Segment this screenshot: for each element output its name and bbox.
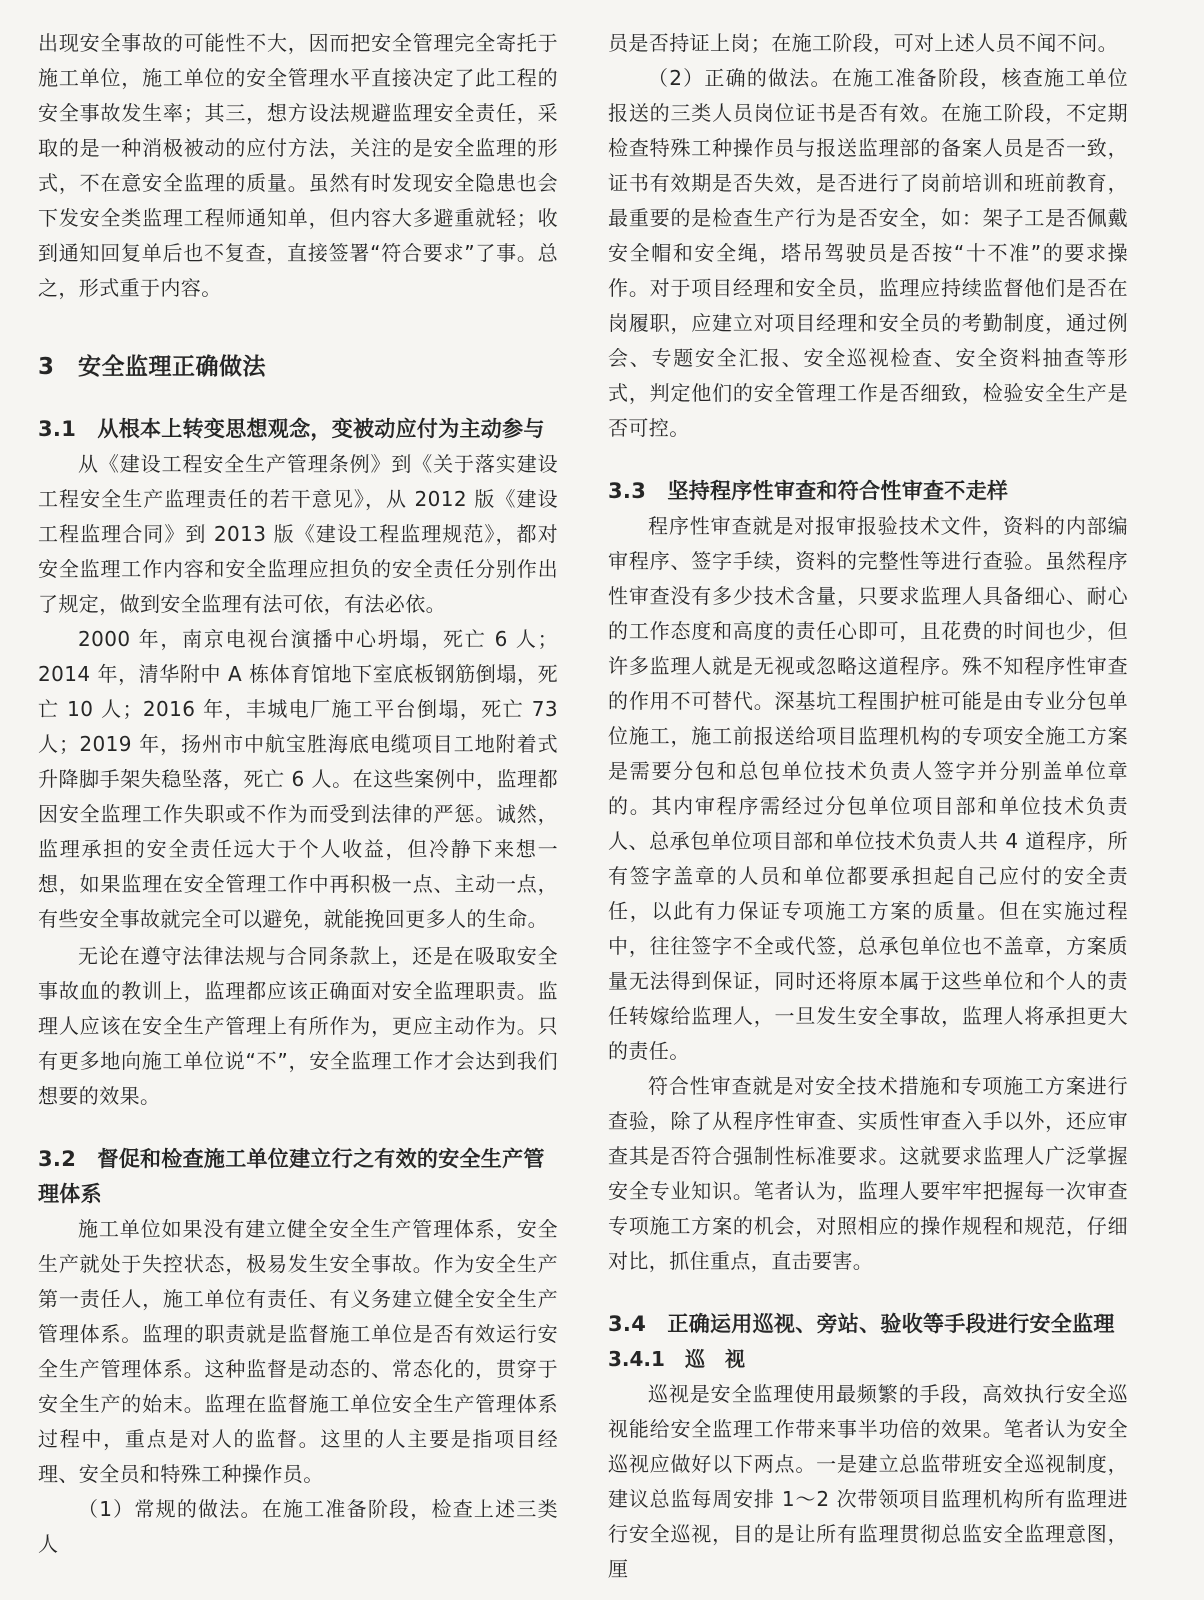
subsection-heading-3-1: 3.1 从根本上转变思想观念，变被动应付为主动参与 — [38, 417, 545, 441]
paragraph: 程序性审查就是对报审报验技术文件，资料的内部编审程序、签字手续，资料的完整性等进行查验。虽然程序性审查没有多少技术含量，只要求监理人具备细心、耐心的工作态度和高度的责任心即可，且花费的时间也少，但许多监理人就是无视或忽略这道程序。殊不知程序性审查的作用不可替代。深基坑工程围护桩可能是由专业分包单位施工，施工前报送给项目监理机构的专项安全施工方案是需要分包和总包单位技术负责人签字并分别盖单位章的。其内审程序需经过分包单位项目部和单位技术负责人、总承包单位项目部和单位技术负责人共 4 道程序，所有签字盖章的人员和单位都要承担起自己应付的安全责任，以此有力保证专项施工方案的质量。但在实施过程中，往往签字不全或代签，总承包单位也不盖章，方案质量无法得到保证，同时还将原本属于这些单位和个人的责任转嫁给监理人，一旦发生安全事故，监理人将承担更大的责任。 — [608, 514, 1128, 1063]
left-column — [38, 26, 558, 1600]
subsection-heading-3-4: 3.4 正确运用巡视、旁站、验收等手段进行安全监理 — [608, 1312, 1115, 1336]
subsection-heading-3-3: 3.3 坚持程序性审查和符合性审查不走样 — [608, 479, 1009, 503]
paragraph: 出现安全事故的可能性不大，因而把安全管理完全寄托于施工单位，施工单位的安全管理水平直接决定了此工程的安全事故发生率；其三，想方设法规避监理安全责任，采取的是一种消极被动的应付方法，关注的是安全监理的形式，不在意安全监理的质量。虽然有时发现安全隐患也会下发安全类监理工程师通知单，但内容大多避重就轻；收到通知回复单后也不复查，直接签署“符合要求”了事。总之，形式重于内容。 — [38, 31, 558, 300]
paragraph: 无论在遵守法律法规与合同条款上，还是在吸取安全事故血的教训上，监理都应该正确面对安全监理职责。监理人应该在安全生产管理上有所作为，更应主动作为。只有更多地向施工单位说“不”，安全监理工作才会达到我们想要的效果。 — [38, 944, 558, 1108]
paragraph: 员是否持证上岗；在施工阶段，可对上述人员不闻不问。 — [608, 31, 1118, 55]
paragraph: 符合性审查就是对安全技术措施和专项施工方案进行查验，除了从程序性审查、实质性审查入手以外，还应审查其是否符合强制性标准要求。这就要求监理人广泛掌握安全专业知识。笔者认为，监理人要牢牢把握每一次审查专项施工方案的机会，对照相应的操作规程和规范，仔细对比，抓住重点，直击要害。 — [608, 1074, 1128, 1273]
paragraph: 从《建设工程安全生产管理条例》到《关于落实建设工程安全生产监理责任的若干意见》，从 2012 版《建设工程监理合同》到 2013 版《建设工程监理规范》，都对安全监理工作内容和安全监理应担负的安全责任分别作出了规定，做到安全监理有法可依，有法必依。 — [38, 452, 558, 616]
paragraph: （2）正确的做法。在施工准备阶段，核查施工单位报送的三类人员岗位证书是否有效。在施工阶段，不定期检查特殊工种操作员与报送监理部的备案人员是否一致，证书有效期是否失效，是否进行了岗前培训和班前教育，最重要的是检查生产行为是否安全，如：架子工是否佩戴安全帽和安全绳，塔吊驾驶员是否按“十不准”的要求操作。对于项目经理和安全员，监理应持续监督他们是否在岗履职，应建立对项目经理和安全员的考勤制度，通过例会、专题安全汇报、安全巡视检查、安全资料抽查等形式，判定他们的安全管理工作是否细致，检验安全生产是否可控。 — [608, 66, 1128, 440]
subsubsection-heading-3-4-1: 3.4.1 巡 视 — [608, 1347, 745, 1371]
right-column — [608, 26, 1128, 1600]
paragraph: 施工单位如果没有建立健全安全生产管理体系，安全生产就处于失控状态，极易发生安全事故。作为安全生产第一责任人，施工单位有责任、有义务建立健全安全生产管理体系。监理的职责就是监督施工单位是否有效运行安全生产管理体系。这种监督是动态的、常态化的，贯穿于安全生产的始末。监理在监督施工单位安全生产管理体系过程中，重点是对人的监督。这里的人主要是指项目经理、安全员和特殊工种操作员。 — [38, 1217, 558, 1486]
paragraph: 巡视是安全监理使用最频繁的手段，高效执行安全巡视能给安全监理工作带来事半功倍的效果。笔者认为安全巡视应做好以下两点。一是建立总监带班安全巡视制度，建议总监每周安排 1～2 次带领项目监理机构所有监理进行安全巡视，目的是让所有监理贯彻总监安全监理意图，厘 — [608, 1382, 1128, 1581]
paragraph: 2000 年，南京电视台演播中心坍塌，死亡 6 人；2014 年，清华附中 A 栋体育馆地下室底板钢筋倒塌，死亡 10 人；2016 年，丰城电厂施工平台倒塌，死亡 73 人；2019 年，扬州市中航宝胜海底电缆项目工地附着式升降脚手架失稳坠落，死亡 6 人。在这些案例中，监理都因安全监理工作失职或不作为而受到法律的严惩。诚然，监理承担的安全责任远大于个人收益，但冷静下来想一想，如果监理在安全管理工作中再积极一点、主动一点，有些安全事故就完全可以避免，就能挽回更多人的生命。 — [38, 627, 558, 931]
paragraph: （1）常规的做法。在施工准备阶段，检查上述三类人 — [38, 1497, 558, 1556]
section-heading-3: 3 安全监理正确做法 — [38, 354, 267, 380]
subsection-heading-3-2: 3.2 督促和检查施工单位建立行之有效的安全生产管理体系 — [38, 1147, 545, 1206]
